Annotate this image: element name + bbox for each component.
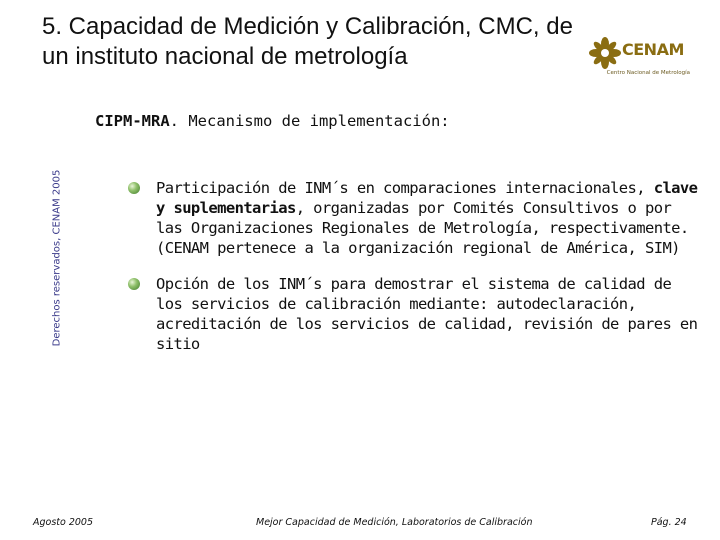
cenam-logo: [588, 36, 690, 82]
logo-name: CENAM: [622, 40, 684, 59]
bullet-text: [156, 178, 703, 258]
logo-subtitle: Centro Nacional de Metrología: [606, 70, 690, 76]
bullet-text-part: , organizadas por Comités Consultivos o por las Organizaciones Regionales de Metrología, respectivamente. (CENAM pertenece a la organización regional de América, SIM): [156, 199, 689, 257]
bullet-text-part: Opción de los INM´s para demostrar el sistema de calidad de los servicios de calibración mediante: autodeclaración, acreditación de los servicios de calidad, revisión de pares en sitio: [156, 275, 698, 353]
slide-title: 5. Capacidad de Medición y Calibración, CMC, de un instituto nacional de metrología: [42, 13, 573, 70]
footer-page: Pág. 24: [651, 517, 687, 528]
bullet-icon: [128, 182, 140, 194]
bullet-icon: [128, 278, 140, 290]
list-item: [128, 274, 703, 354]
subtitle-text: . Mecanismo de implementación:: [169, 112, 450, 130]
list-item: [128, 178, 703, 258]
bullet-text: [156, 274, 703, 354]
section-subtitle: [95, 112, 450, 130]
bullet-text-part: Participación de INM´s en comparaciones internacionales,: [156, 179, 654, 197]
footer-date: Agosto 2005: [33, 517, 94, 528]
footer-center: Mejor Capacidad de Medición, Laboratorios de Calibración: [256, 517, 533, 528]
subtitle-bold: CIPM-MRA: [95, 112, 170, 130]
bullet-text-bold: clave y suplementarias: [156, 179, 698, 217]
copyright-vertical: Derechos reservados, CENAM 2005: [51, 169, 63, 347]
cenam-logo-icon: [588, 36, 622, 70]
bullet-list: [128, 178, 703, 370]
